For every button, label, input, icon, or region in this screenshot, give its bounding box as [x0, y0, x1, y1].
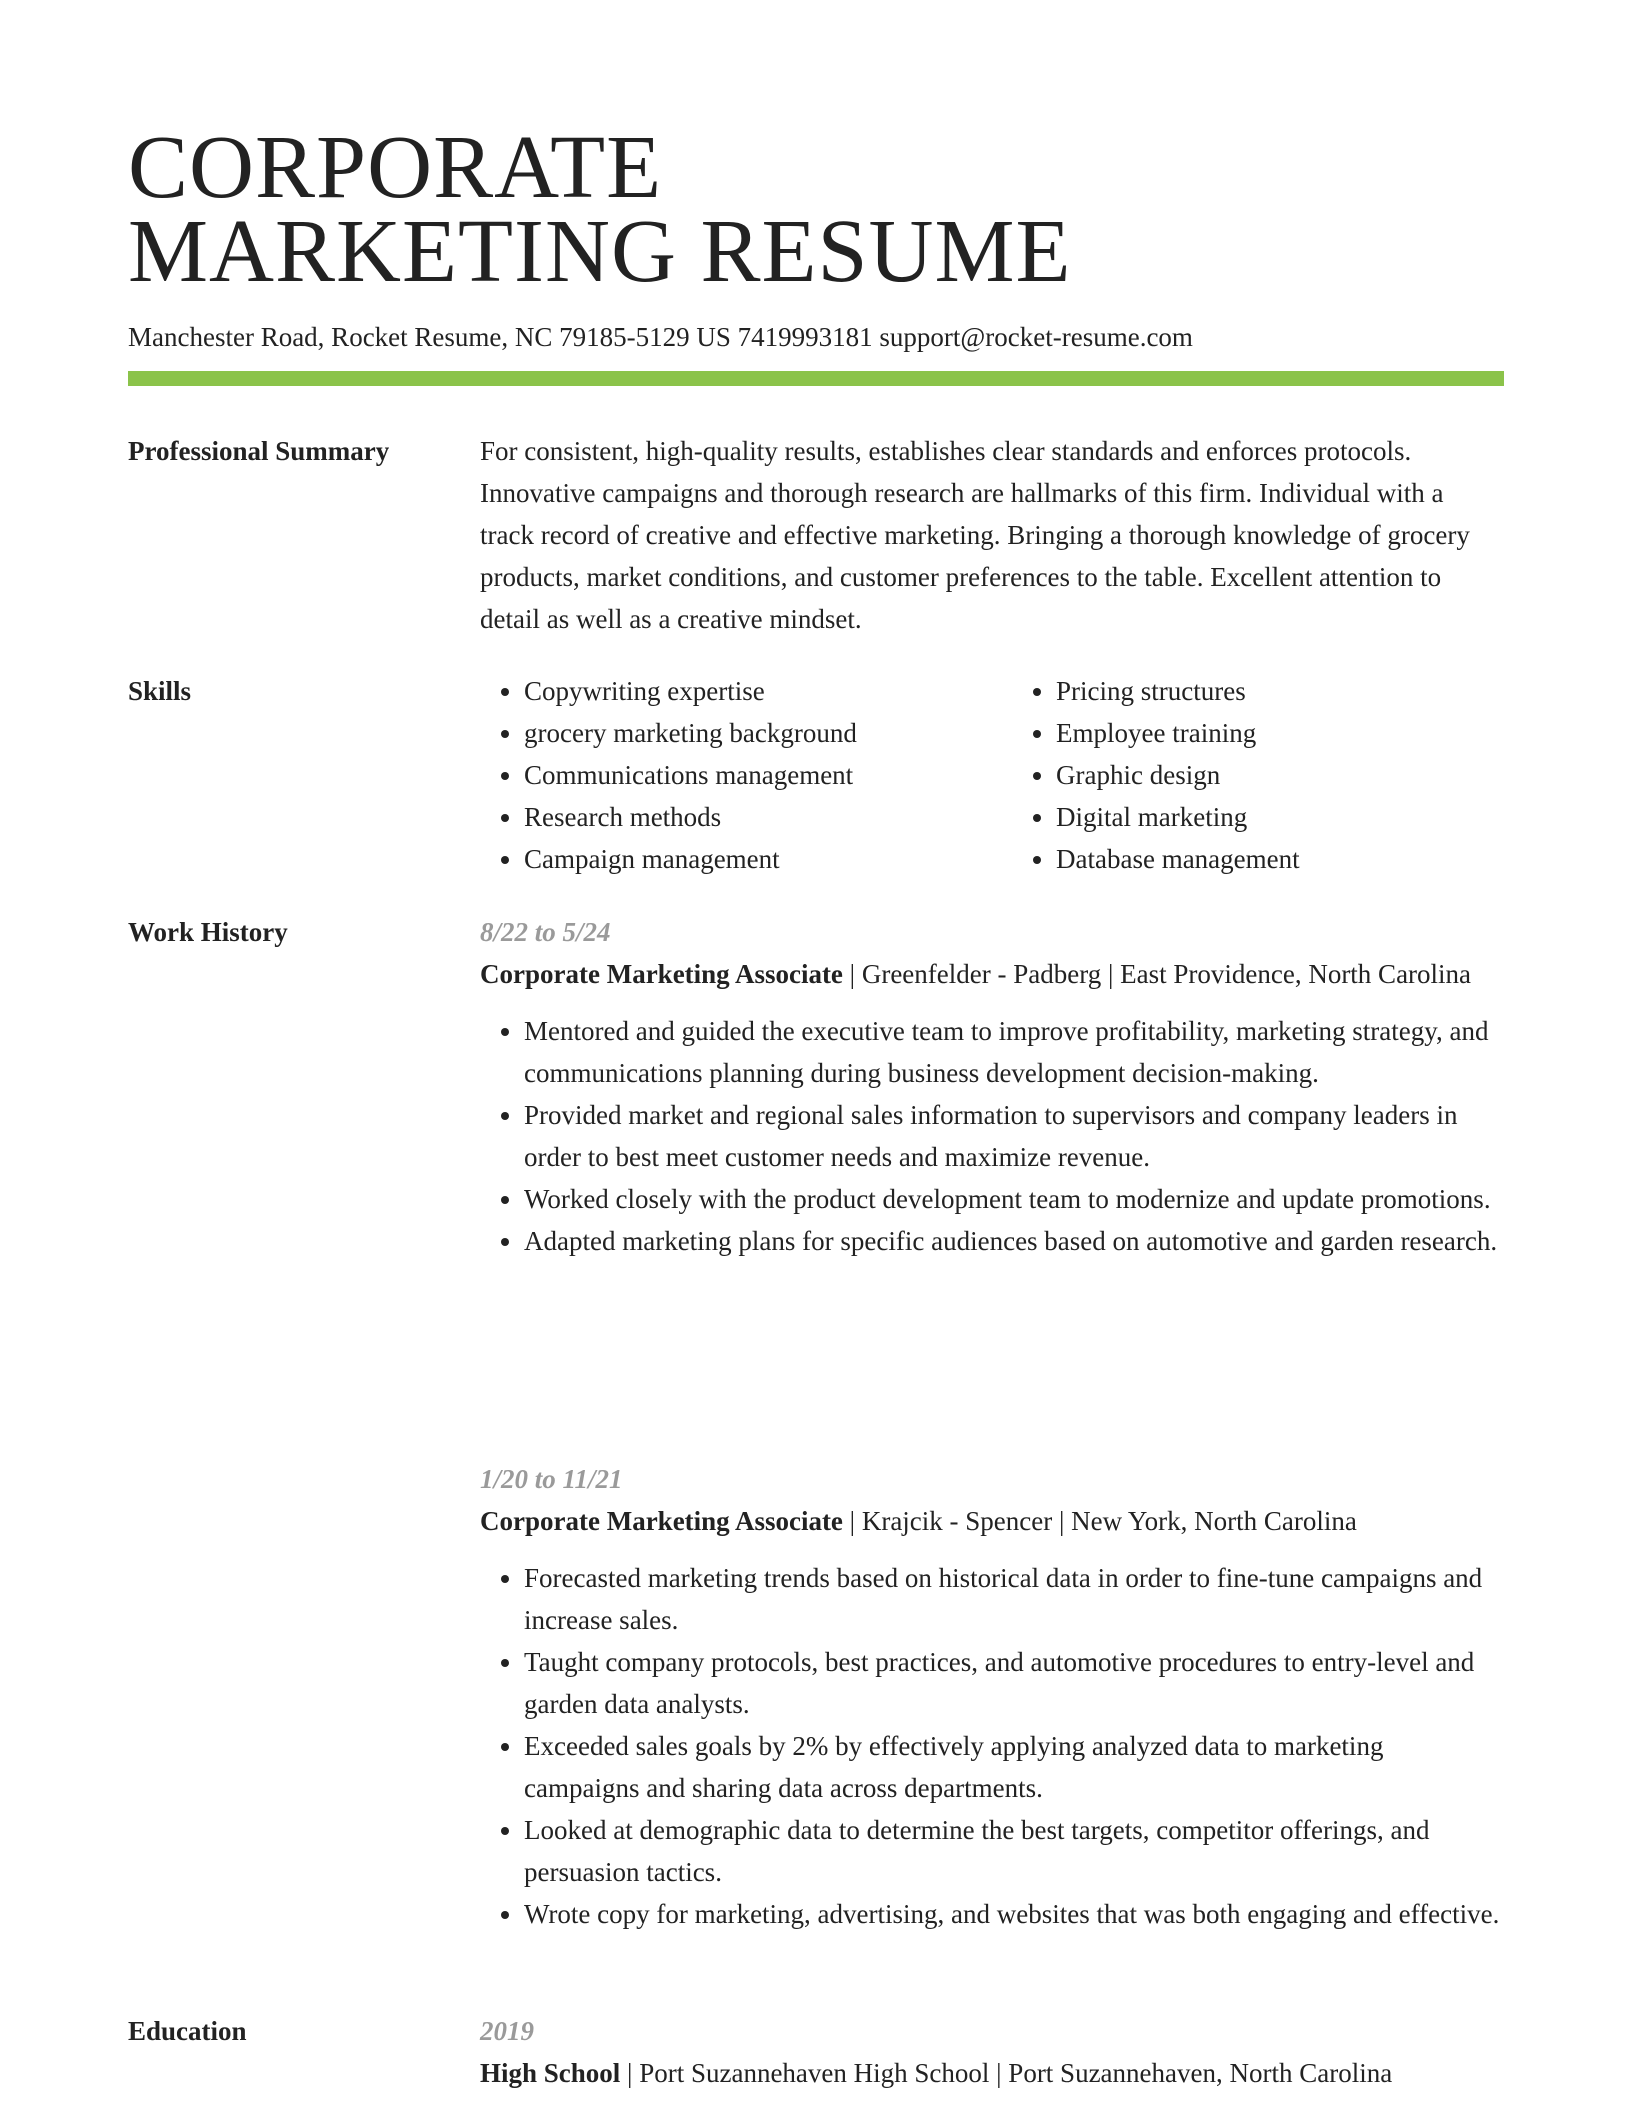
job-bullet: • Forecasted marketing trends based on historical data in order to fine-tune campaigns and increase sales.: [524, 1557, 1504, 1641]
contact-line: Manchester Road, Rocket Resume, NC 79185-5129 US 7419993181 support@rocket-resume.com: [128, 322, 1193, 352]
title-line-1: CORPORATE: [128, 118, 663, 217]
skills-content: [480, 670, 1504, 880]
job-employer-location: | Krajcik - Spencer | New York, North Carolina: [842, 1506, 1357, 1536]
skill-item: • Communications management: [524, 754, 972, 796]
skill-item: • Campaign management: [524, 838, 972, 880]
summary-text: For consistent, high-quality results, establishes clear standards and enforces protocols. Innovative campaigns and thorough research are hallmarks of this firm. Individual with a track record of creative and effective marketing. Bringing a thorough knowledge of grocery products, market conditions, and customer preferences to the table. Excellent attention to detail as well as a creative mindset.: [480, 436, 1470, 634]
work-history-label: Work History: [128, 917, 288, 947]
skill-item: • Copywriting expertise: [524, 670, 972, 712]
skill-item: • Graphic design: [1056, 754, 1504, 796]
job-dates: 8/22 to 5/24: [480, 917, 611, 947]
education-label: Education: [128, 2016, 247, 2046]
skill-item: • Digital marketing: [1056, 796, 1504, 838]
skills-list-right: [1012, 670, 1504, 880]
job-title: Corporate Marketing Associate: [480, 1506, 843, 1536]
job-bullet: • Looked at demographic data to determine the best targets, competitor offerings, and persuasion tactics.: [524, 1809, 1504, 1893]
summary-content: [480, 430, 1504, 640]
job-bullet: • Taught company protocols, best practices, and automotive procedures to entry-level and garden data analysts.: [524, 1641, 1504, 1725]
education-content: [480, 2010, 1504, 2094]
job-title: Corporate Marketing Associate: [480, 959, 843, 989]
job-bullet: • Mentored and guided the executive team to improve profitability, marketing strategy, and communications planning during business development decision-making.: [524, 1010, 1504, 1094]
job-bullets: [480, 1557, 1504, 1935]
skills-list-left: [480, 670, 972, 880]
skill-item: • grocery marketing background: [524, 712, 972, 754]
title-line-2: MARKETING RESUME: [128, 202, 1072, 301]
skills-label: Skills: [128, 676, 192, 706]
job-employer-location: | Greenfelder - Padberg | East Providence, North Carolina: [842, 959, 1472, 989]
job-dates: 1/20 to 11/21: [480, 1464, 623, 1494]
skill-item: • Pricing structures: [1056, 670, 1504, 712]
education-entry: [480, 2052, 1504, 2094]
education-date: 2019: [480, 2016, 534, 2046]
summary-label: Professional Summary: [128, 436, 390, 466]
job-bullet: • Provided market and regional sales information to supervisors and company leaders in order to best meet customer needs and maximize revenue.: [524, 1094, 1504, 1178]
resume-header: [128, 118, 1504, 354]
skill-item: • Database management: [1056, 838, 1504, 880]
resume-title: [128, 118, 1504, 301]
job-entry: [480, 1458, 1504, 1935]
job-bullets: [480, 1010, 1504, 1262]
education-degree: High School: [480, 2058, 621, 2088]
job-role: [480, 953, 1504, 995]
skill-item: • Research methods: [524, 796, 972, 838]
job-role: [480, 1500, 1504, 1542]
job-bullet: • Wrote copy for marketing, advertising, and websites that was both engaging and effective.: [524, 1893, 1504, 1935]
job-bullet: • Worked closely with the product development team to modernize and update promotions.: [524, 1178, 1504, 1220]
job-bullet: • Adapted marketing plans for specific audiences based on automotive and garden research.: [524, 1220, 1504, 1262]
education-school-location: | Port Suzannehaven High School | Port Suzannehaven, North Carolina: [620, 2058, 1393, 2088]
skill-item: • Employee training: [1056, 712, 1504, 754]
job-bullet: • Exceeded sales goals by 2% by effectively applying analyzed data to marketing campaigns and sharing data across departments.: [524, 1725, 1504, 1809]
job-entry: [480, 911, 1504, 1262]
accent-divider: [128, 371, 1504, 386]
